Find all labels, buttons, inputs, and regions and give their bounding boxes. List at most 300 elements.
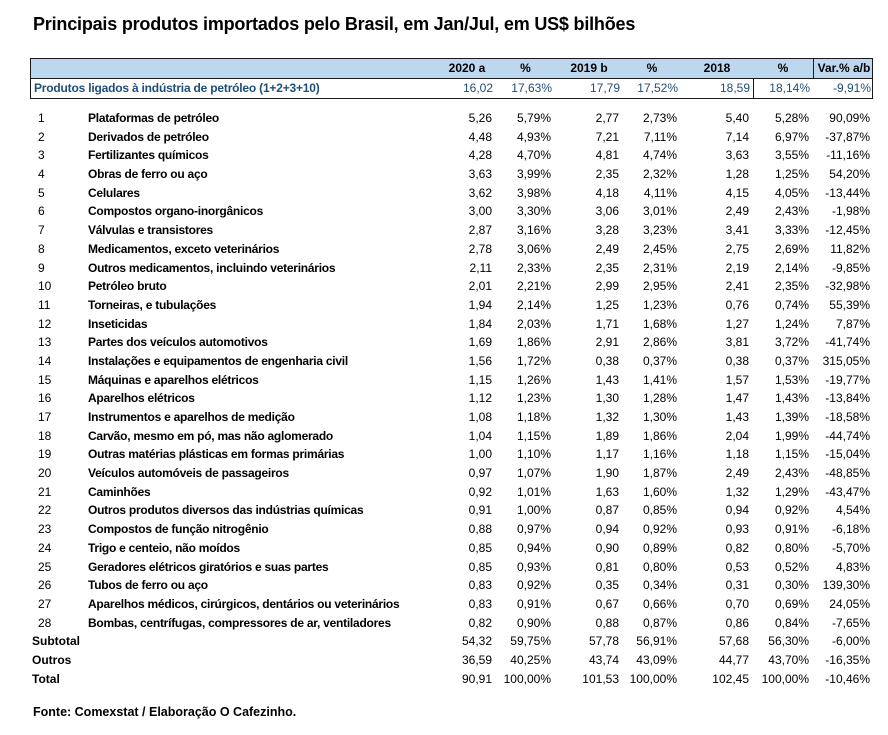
row-rank: 28 (38, 615, 52, 630)
row-value: 1,28% (642, 391, 677, 406)
row-value: 0,85 (468, 559, 492, 574)
row-value: 2,14% (774, 260, 809, 275)
table-row (30, 128, 873, 147)
column-header-2018: 2018 (703, 61, 731, 75)
row-value: 3,33% (774, 223, 809, 238)
row-value: -44,74% (825, 428, 870, 443)
row-value: 1,01% (516, 484, 551, 499)
row-value: 1,99% (774, 428, 809, 443)
page-title: Principais produtos importados pelo Brasil, em Jan/Jul, em US$ bilhões (33, 14, 636, 34)
row-value: 0,74% (774, 297, 809, 312)
row-value: 24,05% (829, 596, 870, 611)
row-rank: 14 (38, 353, 52, 368)
table-row (30, 333, 873, 352)
row-value: 3,55% (774, 148, 809, 163)
row-value: 0,90 (595, 540, 619, 555)
row-value: 4,28 (468, 148, 492, 163)
row-value: 2,95% (642, 279, 677, 294)
row-value: -1,98% (831, 204, 870, 219)
row-value: -13,84% (825, 391, 870, 406)
totals-value: 44,77 (718, 652, 749, 667)
row-value: 1,18 (725, 447, 749, 462)
column-header-pct-2020: % (520, 61, 531, 75)
row-value: 1,71 (595, 316, 619, 331)
row-value: 3,98% (516, 185, 551, 200)
row-value: -5,70% (831, 540, 870, 555)
table-totals (30, 632, 873, 688)
row-product: Outras matérias plásticas em formas primárias (88, 447, 345, 462)
row-value: 5,40 (725, 111, 749, 125)
row-value: 4,81 (595, 148, 619, 163)
table-row (30, 315, 873, 334)
row-value: 5,26 (468, 111, 492, 125)
row-value: 7,21 (595, 129, 619, 144)
totals-value: 43,74 (588, 652, 619, 667)
row-value: 0,92% (642, 522, 677, 537)
row-value: 1,27 (725, 316, 749, 331)
row-product: Celulares (88, 185, 140, 200)
row-value: 1,53% (774, 372, 809, 387)
row-value: -32,98% (825, 279, 870, 294)
table-row (30, 240, 873, 259)
column-header-var: Var.% a/b (813, 59, 874, 78)
row-value: 4,70% (516, 148, 551, 163)
table-row (30, 483, 873, 502)
row-value: -6,18% (831, 522, 870, 537)
row-value: 0,37% (642, 353, 677, 368)
table-row (30, 558, 873, 577)
row-value: 7,14 (725, 129, 749, 144)
row-value: 6,97% (774, 129, 809, 144)
row-value: 1,89 (595, 428, 619, 443)
row-rank: 19 (38, 447, 52, 462)
row-value: 1,25 (595, 297, 619, 312)
row-value: 0,67 (595, 596, 619, 611)
row-value: 1,10% (516, 447, 551, 462)
row-product: Compostos organo-inorgânicos (88, 204, 264, 219)
row-value: 0,83 (468, 578, 492, 593)
row-value: 2,49 (725, 466, 749, 481)
row-value: 3,72% (774, 335, 809, 350)
row-value: 2,86% (642, 335, 677, 350)
totals-label: Subtotal (32, 634, 80, 649)
table-row (30, 371, 873, 390)
row-value: 1,30% (642, 410, 677, 424)
row-value: 7,11% (643, 129, 677, 144)
row-value: 1,47 (725, 391, 749, 406)
row-value: 2,01 (468, 279, 492, 294)
row-value: -9,85% (831, 260, 870, 275)
row-value: 0,34% (642, 578, 677, 593)
table-row (30, 576, 873, 595)
header-product-cell (31, 59, 438, 78)
row-value: 90,09% (829, 111, 870, 125)
row-rank: 11 (38, 297, 51, 312)
row-value: -19,77% (825, 372, 870, 387)
row-value: 0,30% (774, 578, 809, 593)
summary-value: 17,52% (637, 81, 678, 95)
row-value: 0,87 (595, 503, 619, 518)
totals-value: 101,53 (582, 671, 619, 686)
row-product: Derivados de petróleo (88, 129, 209, 144)
row-value: 1,00 (468, 447, 492, 462)
row-value: 0,81 (595, 559, 619, 574)
table-row (30, 445, 873, 464)
row-value: 3,63 (725, 148, 749, 163)
table-row (30, 408, 873, 427)
row-value: 1,32 (725, 484, 749, 499)
row-product: Partes dos veículos automotivos (88, 335, 268, 350)
row-value: 1,29% (774, 484, 809, 499)
row-value: 0,91 (468, 503, 492, 518)
row-value: 2,77 (595, 111, 619, 125)
row-value: 1,25% (774, 167, 809, 182)
row-value: -15,04% (825, 447, 870, 462)
row-value: 0,82 (468, 615, 492, 630)
row-value: -11,16% (826, 148, 870, 163)
row-value: 1,15 (468, 372, 492, 387)
table-row (30, 109, 873, 128)
row-value: 1,12 (468, 391, 492, 406)
row-value: 0,85 (468, 540, 492, 555)
row-value: -12,45% (825, 223, 870, 238)
row-value: 3,81 (725, 335, 749, 350)
row-value: 0,97 (468, 466, 492, 481)
row-value: 2,78 (468, 241, 492, 256)
row-value: 1,43 (595, 372, 619, 387)
row-value: 1,43 (725, 410, 749, 424)
row-product: Petróleo bruto (88, 279, 167, 294)
summary-value: -9,91% (832, 81, 871, 95)
row-value: 0,86 (725, 615, 749, 630)
row-value: 2,41 (725, 279, 749, 294)
row-rank: 9 (38, 260, 45, 275)
row-value: 3,01% (642, 204, 677, 219)
totals-value: 100,00% (629, 671, 677, 686)
row-product: Outros produtos diversos das indústrias químicas (88, 503, 364, 518)
row-value: 0,37% (774, 353, 809, 368)
row-value: 1,87% (642, 466, 677, 481)
totals-value: 100,00% (503, 671, 551, 686)
row-product: Medicamentos, exceto veterinários (88, 241, 280, 256)
row-rank: 24 (38, 540, 52, 555)
totals-value: 43,70% (768, 652, 809, 667)
row-value: 54,20% (829, 167, 870, 182)
row-value: 55,39% (829, 297, 870, 312)
totals-value: 102,45 (712, 671, 749, 686)
row-value: 1,08 (468, 410, 492, 424)
row-value: 2,11 (469, 260, 492, 275)
row-value: 1,00% (516, 503, 551, 518)
table-row (30, 146, 873, 165)
totals-label: Outros (32, 652, 72, 667)
table-row (30, 296, 873, 315)
row-value: 1,32 (595, 410, 619, 424)
row-value: 1,17 (595, 447, 619, 462)
source-note: Fonte: Comexstat / Elaboração O Cafezinho. (33, 705, 297, 720)
row-value: 1,63 (595, 484, 619, 499)
row-rank: 18 (38, 428, 52, 443)
row-product: Trigo e centeio, não moídos (88, 540, 240, 555)
row-rank: 8 (38, 241, 45, 256)
column-header-2020: 2020 a (448, 61, 486, 75)
row-value: 0,85% (642, 503, 677, 518)
row-product: Carvão, mesmo em pó, mas não aglomerado (88, 428, 333, 443)
row-rank: 10 (38, 279, 52, 294)
row-product: Tubos de ferro ou aço (88, 578, 208, 593)
row-value: 0,38 (595, 353, 619, 368)
totals-value: 57,78 (588, 634, 619, 649)
row-rank: 3 (38, 148, 45, 163)
row-value: 2,32% (642, 167, 677, 182)
row-value: 0,92% (774, 503, 809, 518)
row-value: 0,93% (516, 559, 551, 574)
row-value: -48,85% (825, 466, 870, 481)
row-value: 4,48 (468, 129, 492, 144)
table-row (30, 427, 873, 446)
totals-value: 56,30% (768, 634, 809, 649)
row-value: 7,87% (835, 316, 870, 331)
column-header-pct-2019: % (646, 61, 658, 75)
row-product: Plataformas de petróleo (88, 111, 219, 125)
totals-value: -10,46% (825, 671, 870, 686)
row-product: Máquinas e aparelhos elétricos (88, 372, 259, 387)
row-product: Compostos de função nitrogênio (88, 522, 269, 537)
row-value: 0,94% (516, 540, 551, 555)
row-value: 5,79% (516, 111, 551, 125)
summary-value: 17,79 (589, 81, 620, 95)
row-rank: 21 (38, 484, 52, 499)
row-value: 1,90 (595, 466, 619, 481)
totals-value: -16,35% (825, 652, 870, 667)
totals-value: 59,75% (510, 634, 551, 649)
table-row (30, 277, 873, 296)
row-value: 2,75 (725, 241, 749, 256)
column-header-pct-2018: % (777, 61, 789, 75)
row-value: -7,65% (831, 615, 870, 630)
table-row (30, 464, 873, 483)
totals-row (30, 651, 873, 670)
row-value: 4,83% (835, 559, 870, 574)
row-value: 1,43% (774, 391, 809, 406)
row-rank: 12 (38, 316, 52, 331)
row-value: 1,57 (725, 372, 749, 387)
row-value: 2,35 (595, 260, 619, 275)
row-value: 1,41% (642, 372, 677, 387)
row-value: 0,91% (516, 596, 551, 611)
row-value: 4,15 (725, 185, 749, 200)
table-row (30, 352, 873, 371)
row-rank: 17 (38, 410, 52, 424)
row-value: 1,16% (642, 447, 677, 462)
row-value: 2,69% (774, 241, 809, 256)
row-rank: 16 (38, 391, 52, 406)
table-row (30, 221, 873, 240)
table-row (30, 389, 873, 408)
row-value: 4,18 (595, 185, 619, 200)
totals-row (30, 670, 873, 689)
row-rank: 27 (38, 596, 52, 611)
row-product: Obras de ferro ou aço (88, 167, 208, 182)
row-value: 2,04 (725, 428, 749, 443)
row-value: 3,28 (595, 223, 619, 238)
row-value: 1,60% (642, 484, 677, 499)
row-value: 1,23% (516, 391, 551, 406)
row-value: 2,19 (725, 260, 749, 275)
summary-value: 17,63% (511, 81, 552, 95)
row-value: 5,28% (774, 111, 809, 125)
row-product: Inseticidas (88, 316, 148, 331)
row-product: Torneiras, e tubulações (88, 297, 217, 312)
row-value: -37,87% (825, 129, 870, 144)
row-value: 11,82% (830, 241, 870, 256)
summary-value: 18,14% (753, 79, 813, 98)
totals-value: 36,59 (461, 652, 492, 667)
totals-value: 43,09% (636, 652, 677, 667)
row-value: 1,28 (725, 167, 749, 182)
row-rank: 25 (38, 559, 52, 574)
row-value: 0,88 (595, 615, 619, 630)
row-value: 1,68% (642, 316, 677, 331)
row-value: 0,83 (468, 596, 492, 611)
row-value: 0,94 (595, 522, 619, 537)
row-value: 139,30% (822, 578, 870, 593)
row-value: 0,52% (774, 559, 809, 574)
row-value: 0,31 (725, 578, 749, 593)
row-value: 0,93 (725, 522, 749, 537)
row-value: 1,23% (642, 297, 677, 312)
totals-value: 100,00% (761, 671, 809, 686)
row-value: -13,44% (825, 185, 870, 200)
row-rank: 7 (38, 223, 45, 238)
row-rank: 15 (38, 372, 52, 387)
row-rank: 6 (38, 204, 45, 219)
row-rank: 1 (38, 111, 45, 125)
row-rank: 2 (38, 129, 45, 144)
row-value: 3,00 (468, 204, 492, 219)
row-value: 1,72% (516, 353, 551, 368)
row-value: 1,86% (642, 428, 677, 443)
row-product: Fertilizantes químicos (88, 148, 209, 163)
row-value: 2,49 (595, 241, 619, 256)
row-value: 3,99% (516, 167, 551, 182)
row-value: 2,43% (774, 204, 809, 219)
row-value: 4,93% (516, 129, 551, 144)
row-product: Aparelhos elétricos (88, 391, 195, 406)
row-value: 2,03% (516, 316, 551, 331)
row-value: 2,87 (468, 223, 492, 238)
row-value: 3,06 (595, 204, 619, 219)
row-value: 0,92% (516, 578, 551, 593)
row-value: 2,99 (595, 279, 619, 294)
totals-value: -6,00% (831, 634, 870, 649)
row-product: Geradores elétricos giratórios e suas partes (88, 559, 329, 574)
row-rank: 5 (38, 185, 45, 200)
row-value: 1,84 (468, 316, 492, 331)
row-value: 1,07% (516, 466, 551, 481)
row-value: 2,35% (774, 279, 809, 294)
totals-value: 40,25% (510, 652, 551, 667)
row-value: 2,31% (642, 260, 677, 275)
imports-table (30, 58, 873, 688)
row-value: 4,05% (774, 185, 809, 200)
totals-label: Total (32, 671, 60, 686)
table-header-row (30, 58, 873, 79)
row-value: -43,47% (825, 484, 870, 499)
row-value: 2,14% (516, 297, 551, 312)
totals-value: 57,68 (718, 634, 749, 649)
row-value: 3,62 (468, 185, 492, 200)
row-product: Outros medicamentos, incluindo veterinários (88, 260, 336, 275)
row-product: Aparelhos médicos, cirúrgicos, dentários ou veterinários (88, 596, 400, 611)
table-row (30, 501, 873, 520)
row-value: 2,33% (516, 260, 551, 275)
row-value: 0,89% (642, 540, 677, 555)
row-product: Instrumentos e aparelhos de medição (88, 410, 295, 424)
row-rank: 26 (38, 578, 52, 593)
table-row (30, 595, 873, 614)
row-product: Caminhões (88, 484, 151, 499)
totals-value: 56,91% (636, 634, 677, 649)
row-value: 2,43% (774, 466, 809, 481)
row-value: 0,90% (516, 615, 551, 630)
row-value: 1,18% (516, 410, 551, 424)
totals-value: 90,91 (461, 671, 492, 686)
table-row (30, 165, 873, 184)
summary-row-label: Produtos ligados à indústria de petróleo (1+2+3+10) (34, 81, 320, 95)
row-value: 1,15% (774, 447, 809, 462)
row-value: 1,04 (468, 428, 492, 443)
row-value: 4,74% (642, 148, 677, 163)
row-value: 3,41 (725, 223, 749, 238)
row-value: 2,45% (642, 241, 677, 256)
row-value: 1,15% (516, 428, 551, 443)
row-value: 1,39% (774, 410, 809, 424)
row-value: 3,06% (516, 241, 551, 256)
table-row (30, 184, 873, 203)
row-product: Instalações e equipamentos de engenharia civil (88, 353, 348, 368)
summary-value: 16,02 (462, 81, 493, 95)
row-value: 0,82 (725, 540, 749, 555)
row-value: 1,56 (468, 353, 492, 368)
table-row (30, 614, 873, 633)
row-value: 2,49 (725, 204, 749, 219)
row-rank: 23 (38, 522, 52, 537)
table-row (30, 202, 873, 221)
table-row (30, 259, 873, 278)
row-value: 1,26% (516, 372, 551, 387)
row-value: 3,23% (642, 223, 677, 238)
table-row (30, 539, 873, 558)
table-body (30, 109, 873, 632)
row-value: 0,66% (642, 596, 677, 611)
row-value: 0,53 (725, 559, 749, 574)
totals-row (30, 632, 873, 651)
row-value: 0,92 (468, 484, 492, 499)
row-value: 3,16% (516, 223, 551, 238)
row-value: 1,86% (516, 335, 551, 350)
row-value: 0,97% (516, 522, 551, 537)
row-value: 0,84% (774, 615, 809, 630)
row-value: 2,21% (516, 279, 551, 294)
row-value: 0,91% (774, 522, 809, 537)
table-row (30, 520, 873, 539)
totals-value: 54,32 (461, 634, 492, 649)
row-value: 1,24% (774, 316, 809, 331)
column-header-2019: 2019 b (570, 61, 608, 75)
row-product: Válvulas e transistores (88, 223, 213, 238)
row-product: Bombas, centrífugas, compressores de ar, ventiladores (88, 615, 391, 630)
